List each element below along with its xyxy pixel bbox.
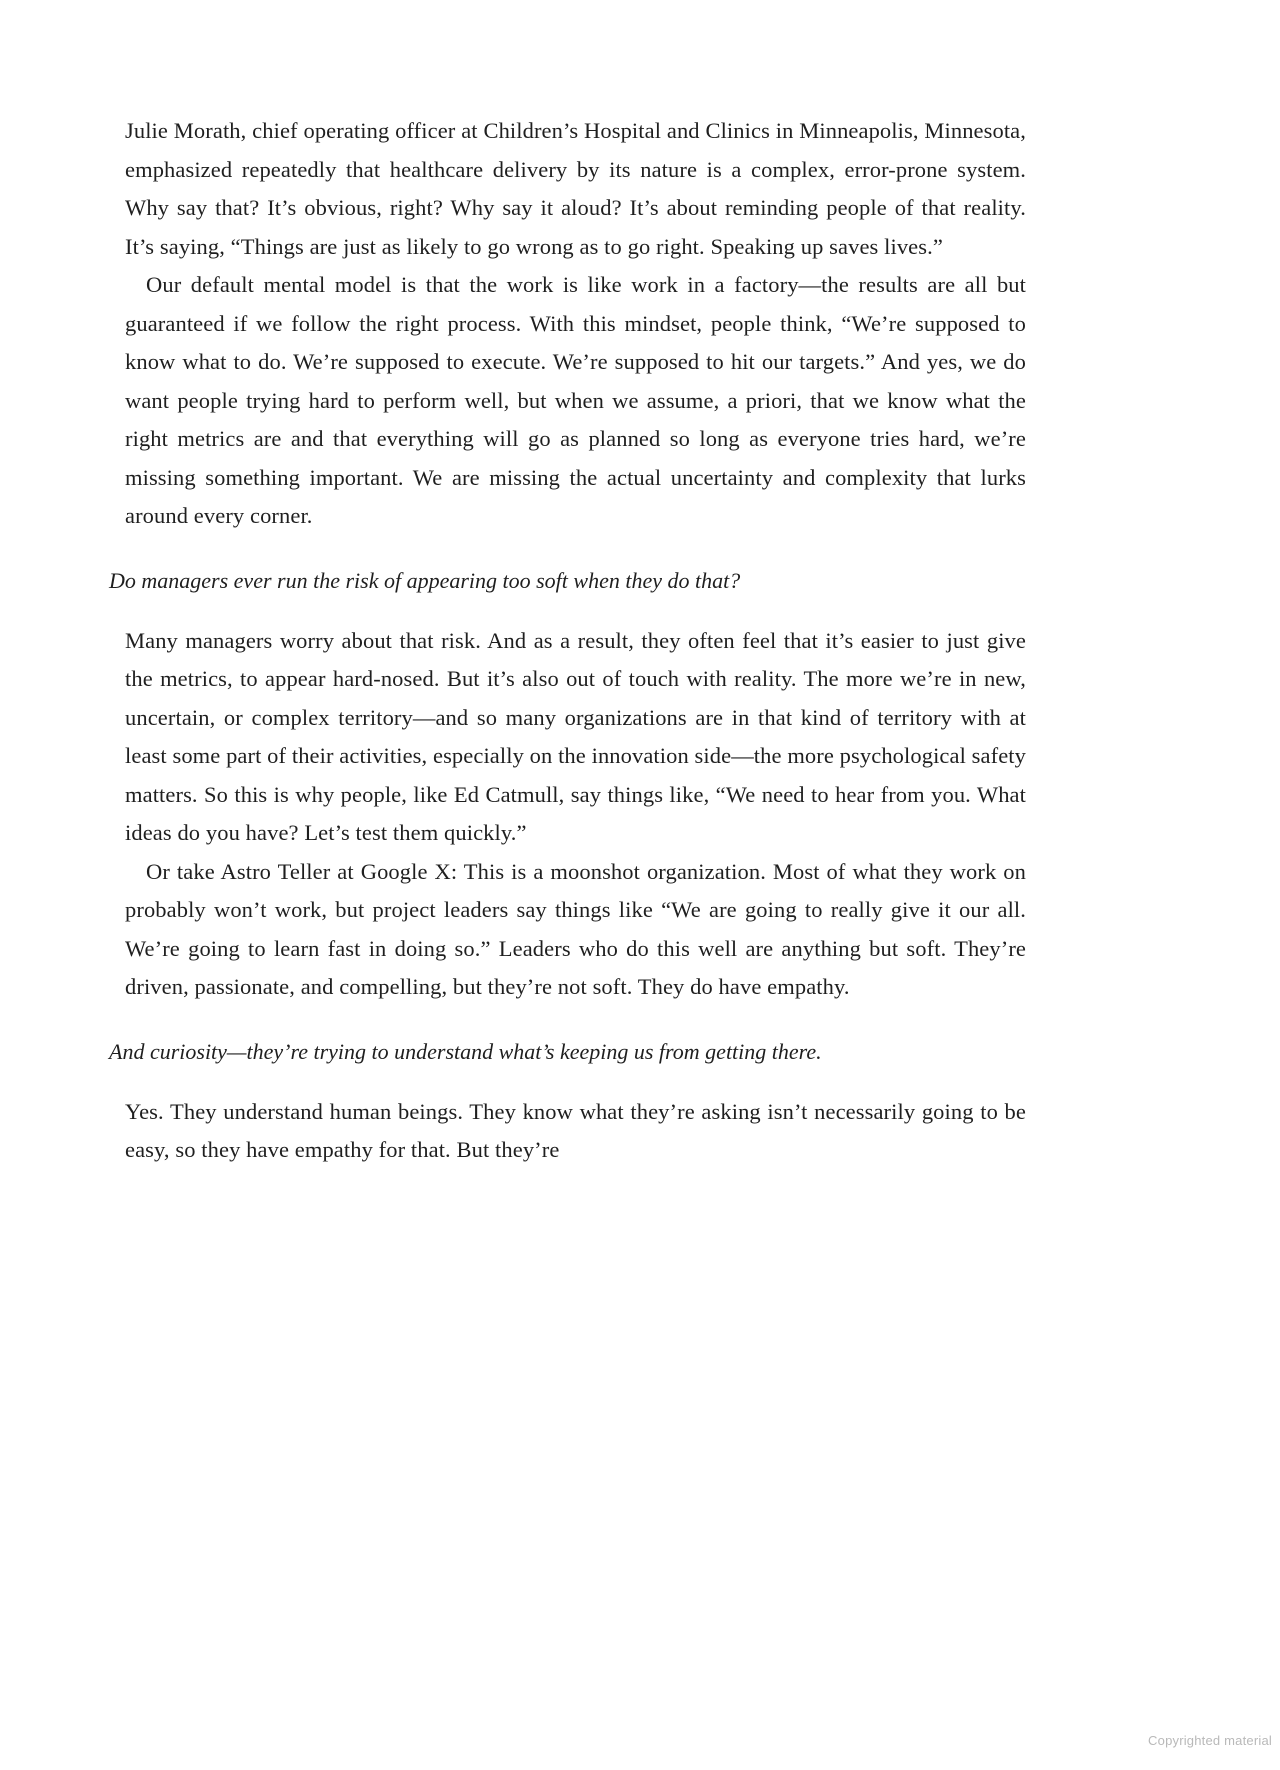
paragraph: Julie Morath, chief operating officer at Children’s Hospital and Clinics in Minneapolis, Minnesota, emphasized repeatedly that healthcare delivery by its nature is a complex, error-prone system. Why say that? It’s obvious, right? Why say it aloud? It’s about reminding people of that reality. It’s saying, “Things are just as likely to go wrong as to go right. Speaking up saves lives.” bbox=[125, 118, 1026, 259]
paragraph: Our default mental model is that the work is like work in a factory—the results are all but guaranteed if we follow the right process. With this mindset, people think, “We’re supposed to know what to do. We’re supposed to execute. We’re supposed to hit our targets.” And yes, we do want people trying hard to perform well, but when we assume, a priori, that we know what the right metrics are and that everything will go as planned so long as everyone tries hard, we’re missing something important. We are missing the actual uncertainty and complexity that lurks around every corner. bbox=[125, 272, 1026, 528]
text-block bbox=[109, 112, 1026, 1170]
paragraph: Yes. They understand human beings. They know what they’re asking isn’t necessarily going to be easy, so they have empathy for that. But they’re bbox=[125, 1098, 1026, 1162]
copyright-watermark: Copyrighted material bbox=[1148, 1733, 1272, 1748]
interview-question: Do managers ever run the risk of appearing too soft when they do that? bbox=[109, 567, 741, 593]
paragraph: Many managers worry about that risk. And as a result, they often feel that it’s easier to just give the metrics, to appear hard-nosed. But it’s also out of touch with reality. The more we’re in new, uncertain, or complex territory—and so many organizations are in that kind of territory with at least some part of their activities, especially on the innovation side—the more psychological safety matters. So this is why people, like Ed Catmull, say things like, “We need to hear from you. What ideas do you have? Let’s test them quickly.” bbox=[125, 627, 1026, 845]
paragraph: Or take Astro Teller at Google X: This is a moonshot organization. Most of what they work on probably won’t work, but project leaders say things like “We are going to really give it our all. We’re going to learn fast in doing so.” Leaders who do this well are anything but soft. They’re driven, passionate, and compelling, but they’re not soft. They do have empathy. bbox=[125, 858, 1026, 999]
interview-question: And curiosity—they’re trying to understand what’s keeping us from getting there. bbox=[109, 1038, 822, 1064]
